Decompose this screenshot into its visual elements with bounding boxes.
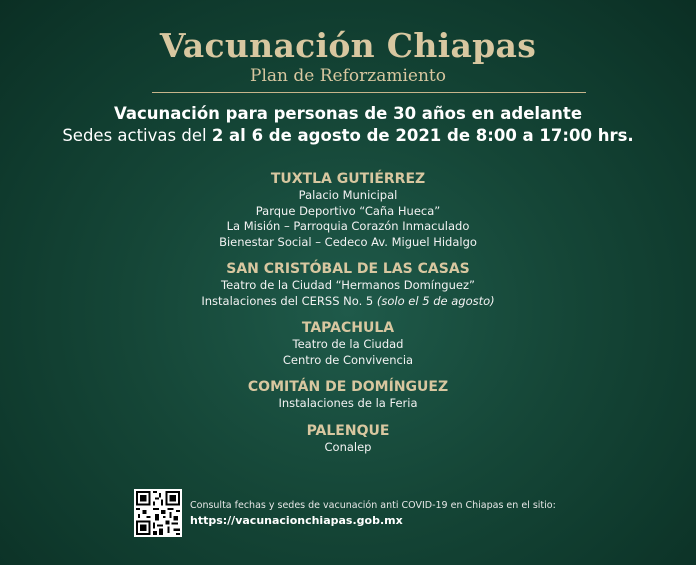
- venue-item: Parque Deportivo “Caña Hueca”: [255, 203, 441, 218]
- site-group-tuxtla: [0, 170, 696, 250]
- venue-item: Bienestar Social – Cedeco Av. Miguel Hidalgo: [219, 234, 477, 249]
- venue-item: Teatro de la Ciudad: [292, 337, 404, 351]
- page-title: Vacunación Chiapas: [159, 26, 537, 65]
- age-eligibility-heading: Vacunación para personas de 30 años en adelante: [113, 104, 583, 123]
- dates-prefix: Sedes activas del: [62, 126, 212, 145]
- footer-text-block: [190, 499, 556, 528]
- venue-item: [0, 294, 696, 310]
- city-name: PALENQUE: [306, 422, 390, 439]
- site-group-tapachula: [0, 319, 696, 368]
- city-name: TAPACHULA: [301, 320, 395, 336]
- qr-code-icon[interactable]: [134, 489, 182, 537]
- dates-range: 2 al 6 de agosto de 2021 de 8:00 a 17:00 hrs.: [211, 126, 634, 145]
- dates-heading: [0, 126, 696, 145]
- website-link[interactable]: https://vacunacionchiapas.gob.mx: [190, 513, 403, 527]
- footer-info-text: Consulta fechas y sedes de vacunación anti COVID-19 en Chiapas en el sitio:: [190, 499, 556, 511]
- city-name: COMITÁN DE DOMÍNGUEZ: [247, 379, 449, 395]
- page-subtitle: Plan de Reforzamiento: [250, 66, 446, 86]
- venue-note: (solo el 5 de agosto): [376, 293, 495, 308]
- venue-text: Instalaciones del CERSS No. 5: [201, 293, 374, 308]
- site-group-san-cristobal: [0, 260, 696, 309]
- venue-item: Centro de Convivencia: [282, 352, 414, 367]
- venue-item: Palacio Municipal: [298, 188, 398, 202]
- venue-item: Conalep: [324, 439, 372, 454]
- sites-list: [0, 170, 696, 465]
- venue-item: Instalaciones de la Feria: [278, 396, 418, 410]
- city-name: TUXTLA GUTIÉRREZ: [270, 171, 426, 187]
- site-group-comitan: [0, 378, 696, 412]
- site-group-palenque: [0, 422, 696, 456]
- venue-item: La Misión – Parroquia Corazón Inmaculado: [226, 219, 470, 233]
- venue-item: Teatro de la Ciudad “Hermanos Domínguez”: [221, 278, 475, 292]
- footer: [134, 487, 556, 539]
- divider: [152, 92, 586, 93]
- qr-code-graphic: [136, 491, 180, 535]
- city-name: SAN CRISTÓBAL DE LAS CASAS: [226, 261, 470, 277]
